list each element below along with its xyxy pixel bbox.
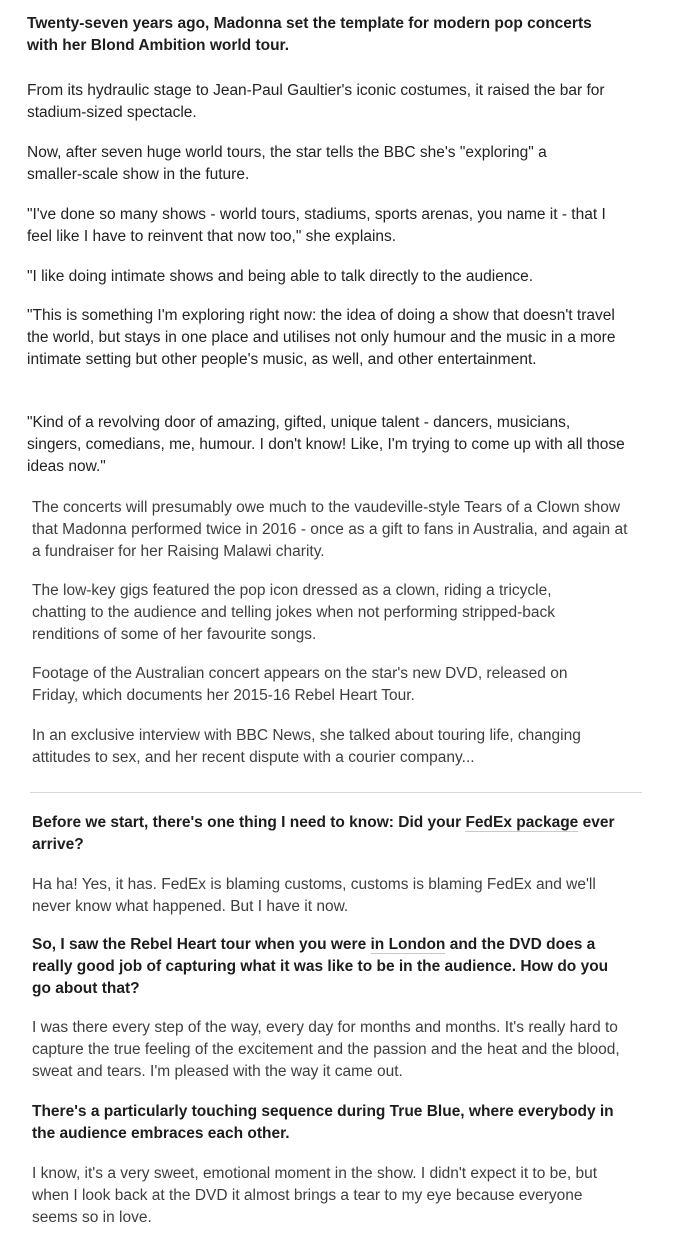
paragraph: The concerts will presumably owe much to the vaudeville-style Tears of a Clown show that Madonna performed twice in 2016 - once as a gift to fans in Australia, and again at a fundraiser for her Raising Malawi charity. — [32, 499, 628, 560]
article-lede: Twenty-seven years ago, Madonna set the template for modern pop concerts with her Blond Ambition world tour. — [27, 15, 592, 54]
paragraph: In an exclusive interview with BBC News, she talked about touring life, changing attitudes to sex, and her recent dispute with a courier company... — [32, 727, 581, 766]
paragraph: From its hydraulic stage to Jean-Paul Gaultier's iconic costumes, it raised the bar for stadium-sized spectacle. — [27, 82, 605, 121]
paragraph: "I like doing intimate shows and being able to talk directly to the audience. — [27, 268, 534, 285]
question-text: and the DVD does a really good job of capturing what it was like to be in the audience. How do you go about that? — [32, 936, 609, 997]
question-text: ever arrive? — [32, 814, 615, 853]
question-text: Before we start, there's one thing I need to know: Did your — [32, 814, 466, 831]
question-text: So, I saw the Rebel Heart tour when you were — [32, 936, 371, 953]
paragraph: The low-key gigs featured the pop icon dressed as a clown, riding a tricycle, chatting to the audience and telling jokes when not performing stripped-back renditions of some of her favourite songs. — [32, 582, 556, 643]
interview-question — [32, 812, 632, 856]
interview-answer: I was there every step of the way, every day for months and months. It's really hard to capture the true feeling of the excitement and the passion and the heat and the blood, sweat and tears. I'm pleased with the way it came out. — [32, 1019, 620, 1080]
interview-question — [32, 934, 622, 1000]
interview-question: There's a particularly touching sequence during True Blue, where everybody in the audience embraces each other. — [32, 1103, 614, 1142]
in-london-link[interactable]: in London — [370, 936, 446, 953]
paragraph: Footage of the Australian concert appears on the star's new DVD, released on Friday, which documents her 2015-16 Rebel Heart Tour. — [32, 665, 568, 704]
interview-answer: I know, it's a very sweet, emotional moment in the show. I didn't expect it to be, but when I look back at the DVD it almost brings a tear to my eye because everyone seems so in love. — [32, 1165, 598, 1226]
paragraph: "I've done so many shows - world tours, stadiums, sports arenas, you name it - that I feel like I have to reinvent that now too," she explains. — [27, 206, 606, 245]
fedex-package-link[interactable]: FedEx package — [465, 814, 579, 831]
interview-answer: Ha ha! Yes, it has. FedEx is blaming customs, customs is blaming FedEx and we'll never know what happened. But I have it now. — [32, 876, 596, 915]
paragraph: "Kind of a revolving door of amazing, gifted, unique talent - dancers, musicians, singers, comedians, me, humour. I don't know! Like, I'm trying to come up with all those ideas now." — [27, 414, 625, 475]
paragraph: "This is something I'm exploring right now: the idea of doing a show that doesn't travel the world, but stays in one place and utilises not only humour and the music in a more intimate setting but other people's music, as well, and other entertainment. — [27, 307, 616, 368]
section-divider — [30, 792, 642, 793]
paragraph: Now, after seven huge world tours, the star tells the BBC she's "exploring" a smaller-scale show in the future. — [27, 144, 547, 183]
